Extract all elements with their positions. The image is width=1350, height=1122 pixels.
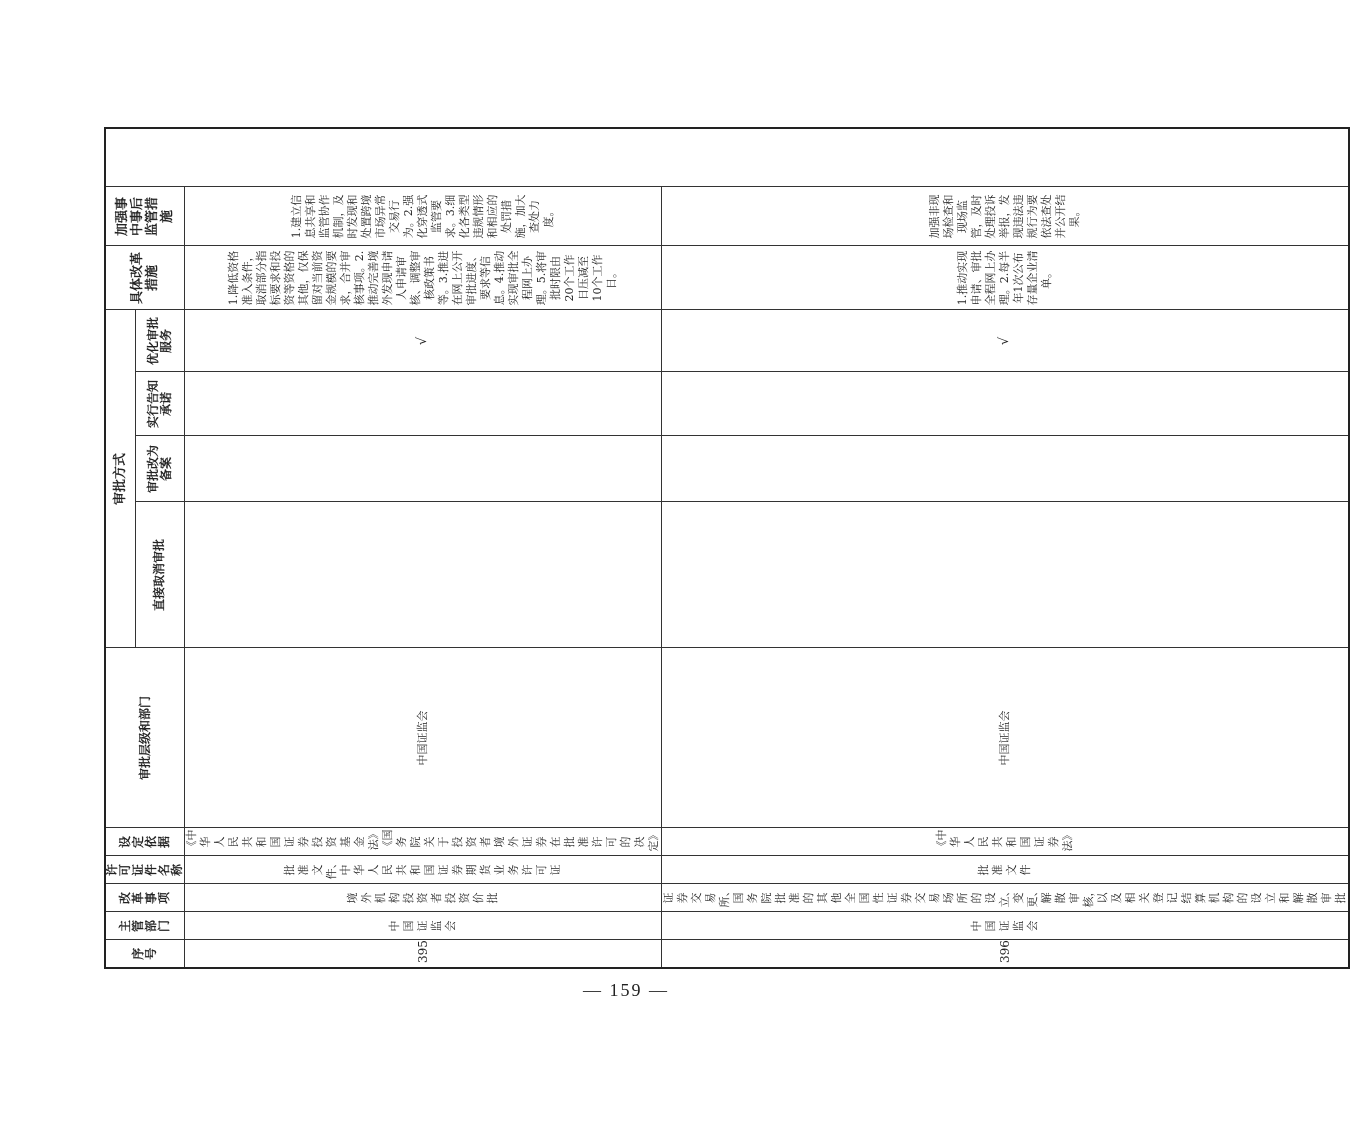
header-mode-filing: 审批改为备案 (135, 436, 185, 502)
cell-item: 境外机构投资者投资价批 (185, 884, 662, 912)
cell-item: 证券交易所、国务院批准的其他全国性证券交易场所的设立、变更、解散审核，以及相关登记结算机构的设立和解散审批 (662, 884, 1350, 912)
table-row-395 (185, 128, 662, 968)
cell-seq: 395 (185, 940, 662, 968)
cell-mode-optimize: √ (662, 310, 1350, 372)
header-supervision: 加强事中事后监管措施 (105, 187, 185, 246)
cell-mode-filing (662, 436, 1350, 502)
cell-basis: 《中华人民共和国证券法》 (662, 828, 1350, 856)
cell-measures: 1.降低资格准入条件，取消部分指标要求和投资等资格的其他，仅保留对当前资金规模的要求，合并审核事项。2.推动完善境外发现申请人申请审核、调整审核政策书等。3.推进在网上公开审批进度、要求等信息。4.推动实现审批全程网上办理。5.将审批时限由20个工作日压减至10个工作日。 (185, 246, 662, 310)
cell-license: 批准文件、中华人民共和国证券期货业务许可证 (185, 856, 662, 884)
cell-dept: 中国证监会 (662, 912, 1350, 940)
cell-mode-cancel (185, 502, 662, 648)
cell-basis: 《中华人民共和国证券投资基金法》《国务院关于投资者境外证券在批准许可的决定》 (185, 828, 662, 856)
cell-mode-cancel (662, 502, 1350, 648)
header-mode-optimize: 优化审批服务 (135, 310, 185, 372)
cell-mode-optimize: √ (185, 310, 662, 372)
cell-license: 批准文件 (662, 856, 1350, 884)
header-mode-cancel: 直接取消审批 (135, 502, 185, 648)
header-measures: 具体改革措施 (105, 246, 185, 310)
cell-measures: 1.推动实现申请、审批全程网上办理。2.每半年1次公布存量企业清单。 (662, 246, 1350, 310)
header-mode-promise: 实行告知承诺 (135, 372, 185, 436)
cell-mode-promise (185, 372, 662, 436)
page-number: — 159 — (583, 980, 669, 1000)
cell-mode-filing (185, 436, 662, 502)
cell-level: 中国证监会 (185, 648, 662, 828)
cell-supervision: 加强非现场检查和现场监管，及时处理投诉举报，发现违法违规行为要依法查处并公开结果。 (662, 187, 1350, 246)
reform-table (104, 127, 1350, 969)
rotated-table-wrapper (104, 129, 1347, 969)
header-item: 改革事项 (105, 884, 185, 912)
header-level: 审批层级和部门 (105, 648, 185, 828)
cell-mode-promise (662, 372, 1350, 436)
cell-seq: 396 (662, 940, 1350, 968)
header-license: 许可证件名称 (105, 856, 185, 884)
header-seq: 序号 (105, 940, 185, 968)
cell-supervision: 1.建立信息共享和监管协作机制，及时发现和处置跨境市场异常交易行为。2.强化穿透式监管要求。3.细化各类型违规情形和相应的处罚措施，加大查处力度。 (185, 187, 662, 246)
header-basis: 设定依据 (105, 828, 185, 856)
cell-dept: 中国证监会 (185, 912, 662, 940)
cell-level: 中国证监会 (662, 648, 1350, 828)
header-dept: 主管部门 (105, 912, 185, 940)
header-approval-mode: 审批方式 (105, 310, 135, 648)
table-row-396 (662, 128, 1350, 968)
header-row-1 (105, 128, 135, 968)
